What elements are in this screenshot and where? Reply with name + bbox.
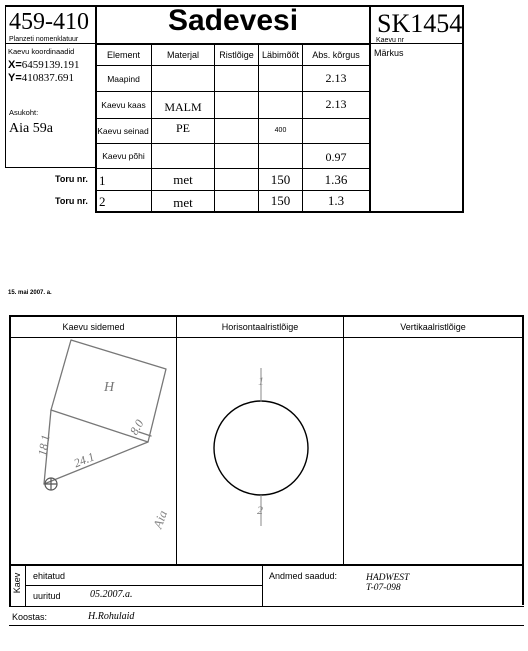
built-label: ehitatud (33, 571, 66, 581)
pipe-2-label: Toru nr. (55, 196, 88, 206)
well-id: SK1454 (377, 9, 463, 38)
compiled-value: H.Rohulaid (88, 611, 135, 622)
surveyed-label: uuritud (33, 591, 61, 601)
x-prefix: X= (8, 59, 22, 71)
data-from-value-1: HADWEST (366, 573, 410, 583)
row-label-bottom: Kaevu põhi (102, 151, 145, 161)
pipe-1-number: 1 (99, 173, 106, 188)
planzet-number: 459-410 (9, 9, 89, 35)
date-stamp: 15. mai 2007. a. (8, 290, 52, 296)
coordinate-x (8, 59, 80, 71)
connections-sketch (11, 338, 176, 563)
col-abs-height: Abs. kõrgus (312, 49, 360, 60)
location-label: Asukoht: (9, 108, 39, 117)
coordinate-y (8, 72, 74, 84)
pipe-1-label: Toru nr. (55, 174, 88, 184)
location-value: Aia 59a (9, 121, 53, 136)
pipe-2-material: met (173, 194, 193, 210)
pipe-1-diameter: 150 (270, 171, 291, 187)
sketch-dim-bottom: 24.1 (71, 449, 97, 471)
sketch-dim-left: 18.1 (35, 433, 53, 457)
data-from-label: Andmed saadud: (269, 571, 338, 581)
col-material: Materjal (166, 49, 199, 60)
data-from-value-2: T-07-098 (366, 583, 401, 593)
bottom-measure-line (44, 442, 148, 484)
col-diameter: Läbimõõt (261, 49, 300, 60)
y-value: 410837.691 (21, 72, 75, 84)
compiled-label: Koostas: (12, 612, 48, 622)
row-lid-material: MALM (164, 99, 202, 114)
sketch-street-label: Aia (149, 508, 171, 531)
row-label-walls: Kaevu seinad (97, 126, 149, 136)
coordinates-label: Kaevu koordinaadid (8, 47, 75, 56)
row-lid-height: 2.13 (325, 96, 347, 111)
horizontal-section-drawing (177, 338, 343, 563)
pipe-2-number: 2 (99, 194, 106, 209)
col-notes: Märkus (374, 48, 404, 58)
sketch-dim-side: 8.0 (126, 417, 147, 438)
header-horizontal-section: Horisontaalristlõige (221, 322, 299, 332)
section-label-bottom: 2 (257, 503, 263, 517)
well-id-label: Kaevu nr (376, 37, 405, 44)
section-label-top: 1 (258, 374, 264, 388)
pipe-1-height: 1.36 (324, 171, 348, 187)
pipe-2-height: 1.3 (327, 193, 345, 208)
surveyed-value: 05.2007.a. (90, 589, 133, 600)
row-ground-height: 2.13 (325, 71, 347, 85)
pipe-1-material: met (173, 172, 193, 187)
row-label-lid: Kaevu kaas (101, 100, 146, 110)
page-title: Sadevesi (167, 4, 299, 37)
pipe-2-diameter: 150 (270, 193, 291, 208)
well-circle (214, 401, 308, 495)
planzet-label: Planzeti nomenklatuur (9, 36, 79, 43)
col-element: Element (106, 49, 141, 60)
x-value: 6459139.191 (21, 59, 80, 71)
col-cross: Ristlõige (219, 49, 254, 60)
footer-side-label: Kaev (12, 572, 22, 594)
header-connections: Kaevu sidemed (62, 322, 125, 332)
row-walls-diameter: 400 (274, 126, 287, 134)
row-label-ground: Maapind (107, 73, 140, 84)
row-bottom-height: 0.97 (325, 149, 347, 164)
sketch-house-label: H (104, 380, 115, 395)
row-walls-material: PE (175, 120, 190, 135)
y-prefix: Y= (8, 72, 22, 84)
header-vertical-section: Vertikaalristlõige (400, 322, 466, 332)
